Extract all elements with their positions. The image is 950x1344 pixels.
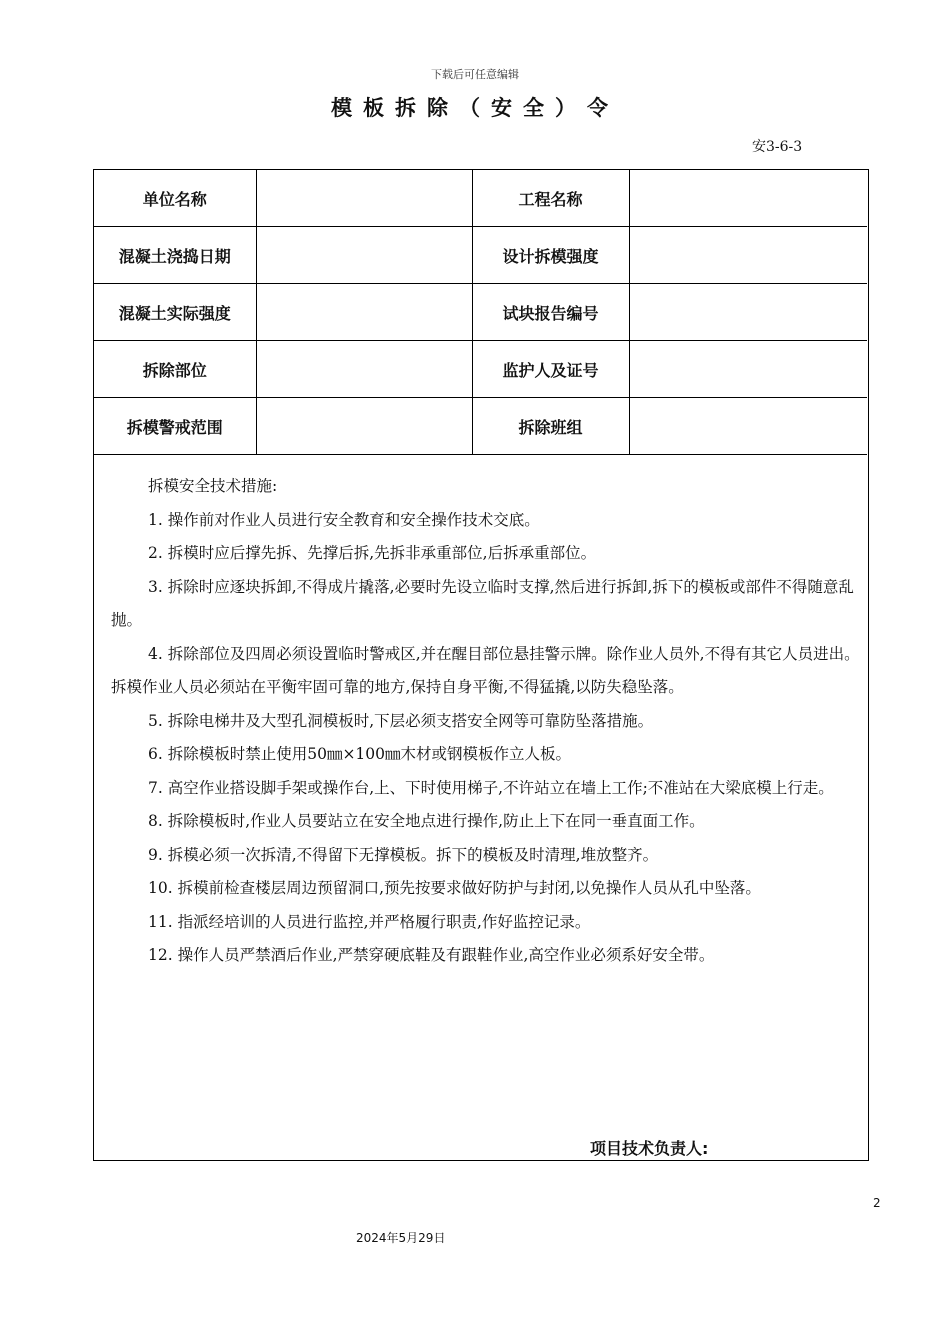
info-row [94, 284, 867, 341]
info-value-field[interactable] [256, 227, 472, 284]
document-title: 模板拆除（安全）令 [331, 96, 619, 120]
measure-item: 12. 操作人员严禁酒后作业,严禁穿硬底鞋及有跟鞋作业,高空作业必须系好安全带。 [148, 946, 715, 964]
info-value-field[interactable] [629, 398, 867, 455]
info-row [94, 398, 867, 455]
info-value-field[interactable] [256, 170, 472, 227]
measure-item: 7. 高空作业搭设脚手架或操作台,上、下时使用梯子,不许站立在墙上工作;不准站在大梁底模上行走。 [148, 778, 834, 797]
measure-item: 5. 拆除电梯井及大型孔洞模板时,下层必须支搭安全网等可靠防坠落措施。 [148, 711, 654, 730]
safety-measures [111, 470, 863, 973]
info-label: 混凝土浇捣日期 [94, 227, 256, 284]
technical-lead-signature-label: 项目技术负责人: [590, 1139, 709, 1158]
measure-item: 3. 拆除时应逐块拆卸,不得成片撬落,必要时先设立临时支撑,然后进行拆卸,拆下的模板或部件不得随意乱抛。 [111, 577, 854, 629]
form-code: 安3-6-3 [752, 139, 803, 155]
info-value-field[interactable] [256, 398, 472, 455]
info-row [94, 170, 867, 227]
info-label: 混凝土实际强度 [94, 284, 256, 341]
info-value-field[interactable] [256, 284, 472, 341]
info-label: 监护人及证号 [472, 341, 629, 398]
measure-item: 4. 拆除部位及四周必须设置临时警戒区,并在醒目部位悬挂警示牌。除作业人员外,不得有其它人员进出。拆模作业人员必须站在平衡牢固可靠的地方,保持自身平衡,不得猛撬,以防失稳坠落。 [111, 644, 860, 696]
header-note: 下载后可任意编辑 [431, 68, 519, 81]
info-value-field[interactable] [629, 341, 867, 398]
measure-item: 1. 操作前对作业人员进行安全教育和安全操作技术交底。 [148, 510, 540, 529]
info-value-field[interactable] [629, 284, 867, 341]
measure-item: 2. 拆模时应后撑先拆、先撑后拆,先拆非承重部位,后拆承重部位。 [148, 544, 597, 562]
footer-date: 2024年5月29日 [356, 1231, 446, 1245]
info-label: 拆除班组 [472, 398, 629, 455]
info-label: 单位名称 [94, 170, 256, 227]
info-table [94, 170, 867, 455]
page-number: 2 [873, 1196, 881, 1210]
measure-item: 11. 指派经培训的人员进行监控,并严格履行职责,作好监控记录。 [148, 912, 591, 931]
info-row [94, 227, 867, 284]
info-value-field[interactable] [629, 227, 867, 284]
info-label: 设计拆模强度 [472, 227, 629, 284]
measure-item: 9. 拆模必须一次拆清,不得留下无撑模板。拆下的模板及时清理,堆放整齐。 [148, 845, 659, 864]
measure-item: 6. 拆除模板时禁止使用50㎜×100㎜木材或钢模板作立人板。 [148, 745, 572, 763]
info-value-field[interactable] [629, 170, 867, 227]
info-label: 拆模警戒范围 [94, 398, 256, 455]
measure-item: 8. 拆除模板时,作业人员要站立在安全地点进行操作,防止上下在同一垂直面工作。 [148, 812, 705, 830]
info-value-field[interactable] [256, 341, 472, 398]
info-row [94, 341, 867, 398]
measures-heading: 拆模安全技术措施: [148, 477, 278, 495]
measure-item: 10. 拆模前检查楼层周边预留洞口,预先按要求做好防护与封闭,以免操作人员从孔中坠落。 [148, 879, 761, 897]
info-label: 拆除部位 [94, 341, 256, 398]
info-label: 工程名称 [472, 170, 629, 227]
info-label: 试块报告编号 [472, 284, 629, 341]
form-frame [93, 169, 869, 1161]
